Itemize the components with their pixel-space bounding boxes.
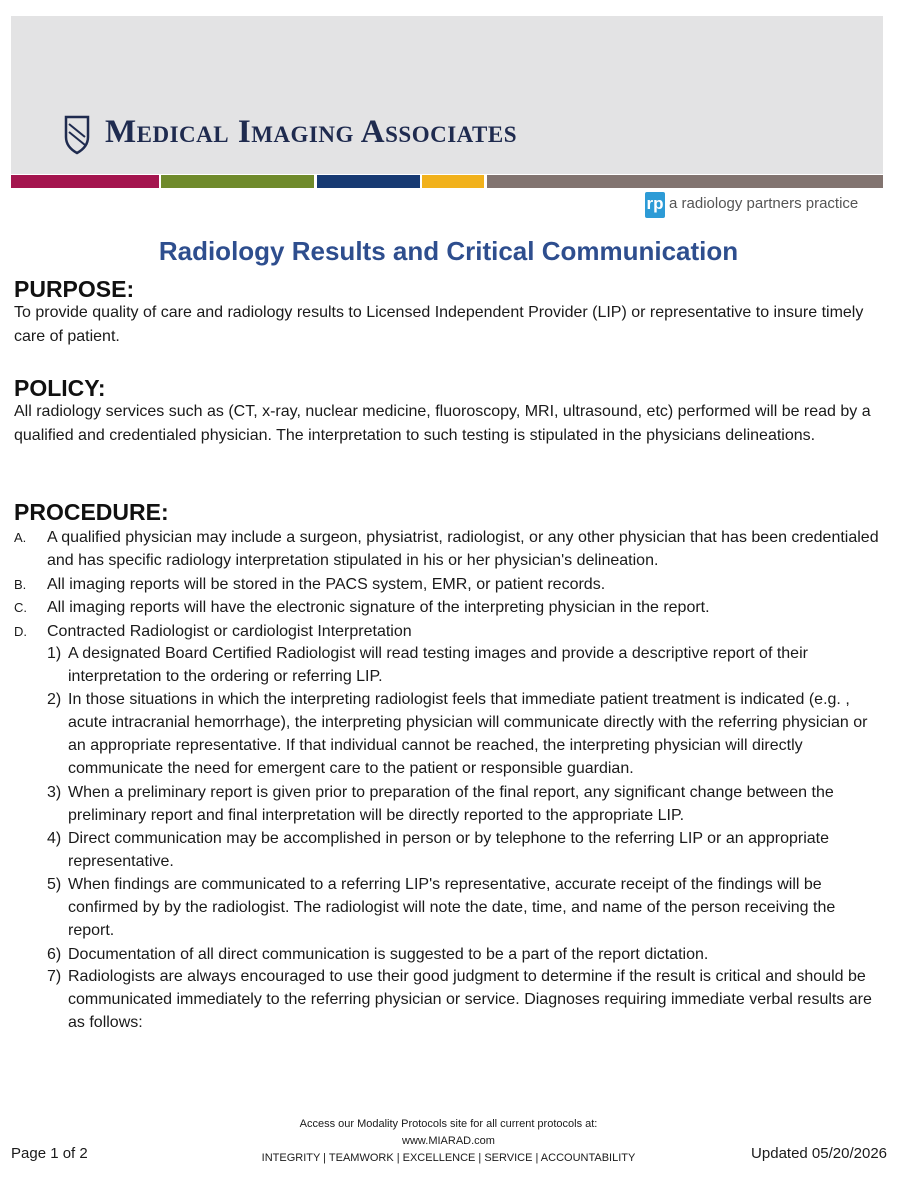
list-item-text: Radiologists are always encouraged to use their good judgment to determine if the result is critical and should be communicated immediately to the referring physician or service. Diagnoses requiring immediate verbal results are as follows:: [68, 968, 872, 1031]
list-item-text: When findings are communicated to a referring LIP's representative, accurate receipt of the findings will be confirmed by by the radiologist. The radiologist will note the date, time, and name of the person receiving the report.: [68, 876, 836, 939]
color-stripe-2: [161, 175, 314, 188]
practice-tagline: a radiology partners practice: [669, 195, 859, 212]
list-item-text: A designated Board Certified Radiologist will read testing images and provide a descriptive report of their interpretation to the ordering or referring LIP.: [68, 645, 808, 685]
page-number: Page 1 of 2: [11, 1145, 88, 1162]
footer-website-link[interactable]: www.MIARAD.com: [402, 1135, 495, 1147]
list-marker: 4): [47, 830, 62, 847]
procedure-heading: PROCEDURE:: [14, 499, 169, 525]
color-stripe-3: [317, 175, 420, 188]
color-stripe-1: [11, 175, 159, 188]
footer-values: INTEGRITY | TEAMWORK | EXCELLENCE | SERVICE | ACCOUNTABILITY: [261, 1152, 636, 1164]
list-item-text: Contracted Radiologist or cardiologist Interpretation: [47, 623, 412, 640]
list-item-text: In those situations in which the interpreting radiologist feels that immediate patient treatment is indicated (e.g. , acute intracranial hemorrhage), the interpreting physician will communicate directly with the referring physician or an appropriate representative. If that individual cannot be reached, the interpreting physician will directly communicate the need for emergent care to the patient or responsible guardian.: [68, 691, 868, 777]
list-item-text: All imaging reports will be stored in the PACS system, EMR, or patient records.: [47, 576, 606, 593]
policy-heading: POLICY:: [14, 375, 106, 401]
color-stripe-4: [422, 175, 484, 188]
list-marker: C.: [14, 600, 27, 615]
policy-text: All radiology services such as (CT, x-ray, nuclear medicine, fluoroscopy, MRI, ultrasound, etc) performed will be read by a qualified and credentialed physician. The interpretation to such testing is stipulated in the physicians delineations.: [14, 403, 871, 444]
logo-wordmark: Medical Imaging Associates: [105, 114, 518, 150]
footer-protocols-note: Access our Modality Protocols site for all current protocols at:: [299, 1118, 598, 1130]
list-marker: 7): [47, 968, 62, 985]
updated-date: Updated 05/20/2026: [751, 1145, 887, 1162]
list-marker: B.: [14, 577, 27, 592]
rp-logo-icon: rp: [645, 192, 665, 218]
list-marker: 5): [47, 876, 62, 893]
document-title: Radiology Results and Critical Communication: [158, 236, 739, 266]
list-marker: A.: [14, 530, 27, 545]
color-stripe-5: [487, 175, 883, 188]
list-item-text: Direct communication may be accomplished in person or by telephone to the referring LIP or an appropriate representative.: [68, 830, 830, 870]
list-marker: D.: [14, 624, 27, 639]
list-item-text: All imaging reports will have the electronic signature of the interpreting physician in the report.: [47, 599, 710, 616]
list-marker: 3): [47, 784, 62, 801]
list-item-text: A qualified physician may include a surgeon, physiatrist, radiologist, or any other physician that has been credentialed and has specific radiology interpretation stipulated in his or her physician's delineation.: [47, 529, 879, 569]
list-marker: 2): [47, 691, 62, 708]
list-item-text: Documentation of all direct communication is suggested to be a part of the report dictation.: [68, 946, 709, 963]
purpose-heading: PURPOSE:: [14, 276, 135, 302]
list-item-text: When a preliminary report is given prior to preparation of the final report, any significant change between the preliminary report and final interpretation will be directly reported to the appropriate LIP.: [68, 784, 834, 824]
shield-logo-icon: [64, 115, 90, 155]
list-marker: 1): [47, 645, 62, 662]
purpose-text: To provide quality of care and radiology results to Licensed Independent Provider (LIP) or representative to insure timely care of patient.: [14, 304, 864, 345]
list-marker: 6): [47, 946, 62, 963]
